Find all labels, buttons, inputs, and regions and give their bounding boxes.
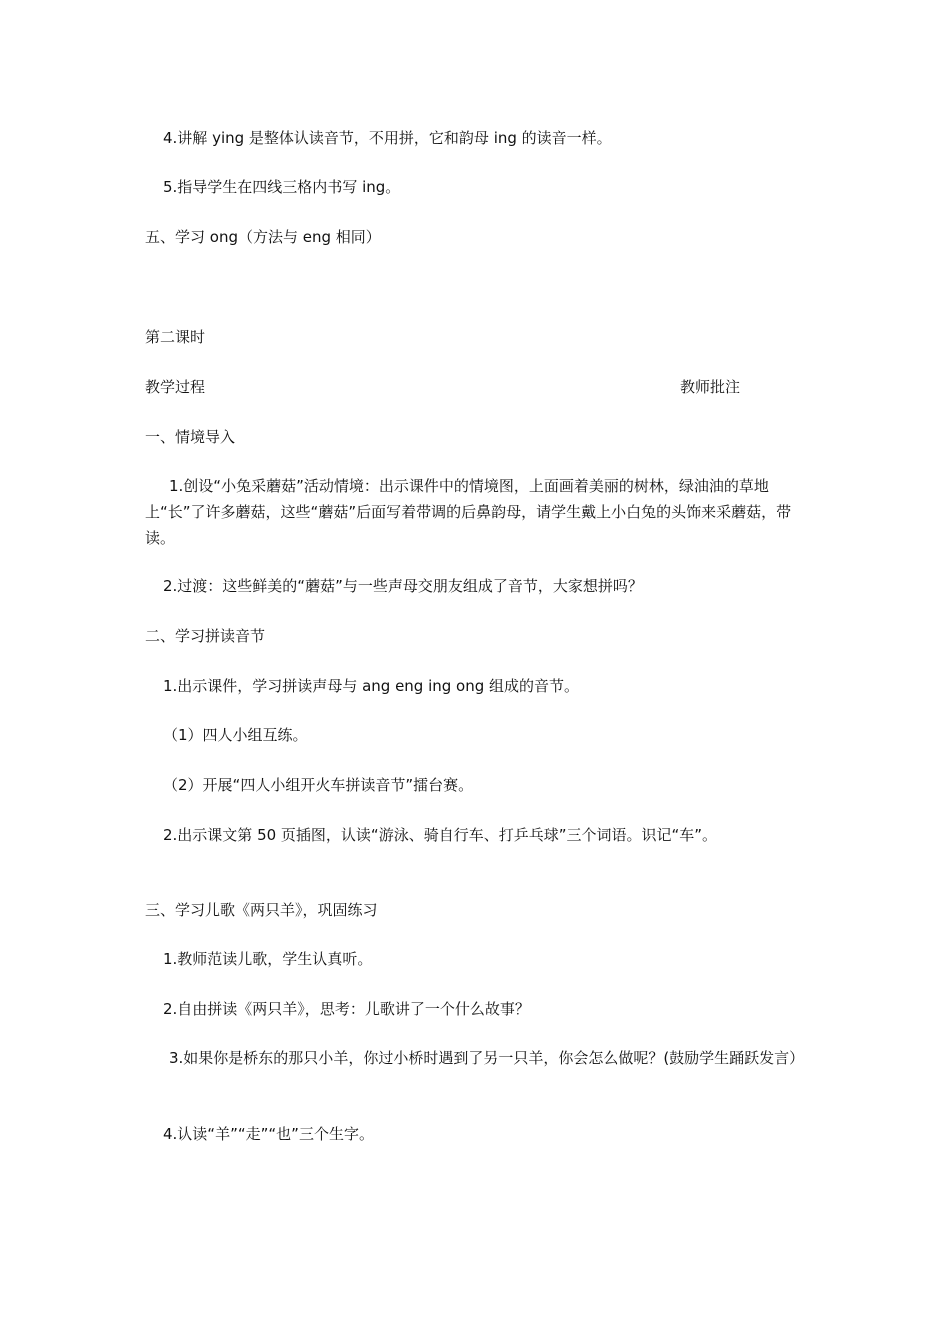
section-two-item-1b: （2）开展“四人小组开火车拼读音节”擂台赛。 (163, 776, 474, 794)
column-header-row (145, 374, 810, 400)
section-two-heading: 二、学习拼读音节 (145, 627, 266, 645)
section-five-heading: 五、学习 ong（方法与 eng 相同） (145, 228, 381, 246)
section-one-item-2: 2.过渡：这些鲜美的“蘑菇”与一些声母交朋友组成了音节，大家想拼吗？ (163, 577, 643, 595)
section-two-item-1a: （1）四人小组互练。 (163, 726, 308, 744)
section-three-item-4: 4.认读“羊”“走”“也”三个生字。 (163, 1125, 374, 1143)
paragraph-ying: 4.讲解 ying 是整体认读音节，不用拼，它和韵母 ing 的读音一样。 (163, 129, 612, 147)
column-header-notes: 教师批注 (680, 378, 741, 396)
section-three-item-2: 2.自由拼读《两只羊》，思考：儿歌讲了一个什么故事？ (163, 1000, 530, 1018)
paragraph-write-ing: 5.指导学生在四线三格内书写 ing。 (163, 178, 401, 196)
section-two-item-1: 1.出示课件，学习拼读声母与 ang eng ing ong 组成的音节。 (163, 677, 580, 695)
section-one-heading: 一、情境导入 (145, 428, 236, 446)
lesson-title: 第二课时 (145, 328, 206, 346)
section-one-item-1: 1.创设“小兔采蘑菇”活动情境：出示课件中的情境图，上面画着美丽的树林，绿油油的草地上“长”了许多蘑菇，这些“蘑菇”后面写着带调的后鼻韵母，请学生戴上小白兔的头饰来采蘑菇，带读。 (145, 477, 792, 547)
section-three-heading: 三、学习儿歌《两只羊》，巩固练习 (145, 901, 378, 919)
column-header-process: 教学过程 (145, 378, 206, 396)
section-two-item-2: 2.出示课文第 50 页插图，认读“游泳、骑自行车、打乒乓球”三个词语。识记“车”。 (163, 826, 718, 844)
section-three-item-1: 1.教师范读儿歌，学生认真听。 (163, 950, 373, 968)
section-three-item-3: 3.如果你是桥东的那只小羊，你过小桥时遇到了另一只羊，你会怎么做呢？(鼓励学生踊跃发言） (169, 1049, 805, 1067)
